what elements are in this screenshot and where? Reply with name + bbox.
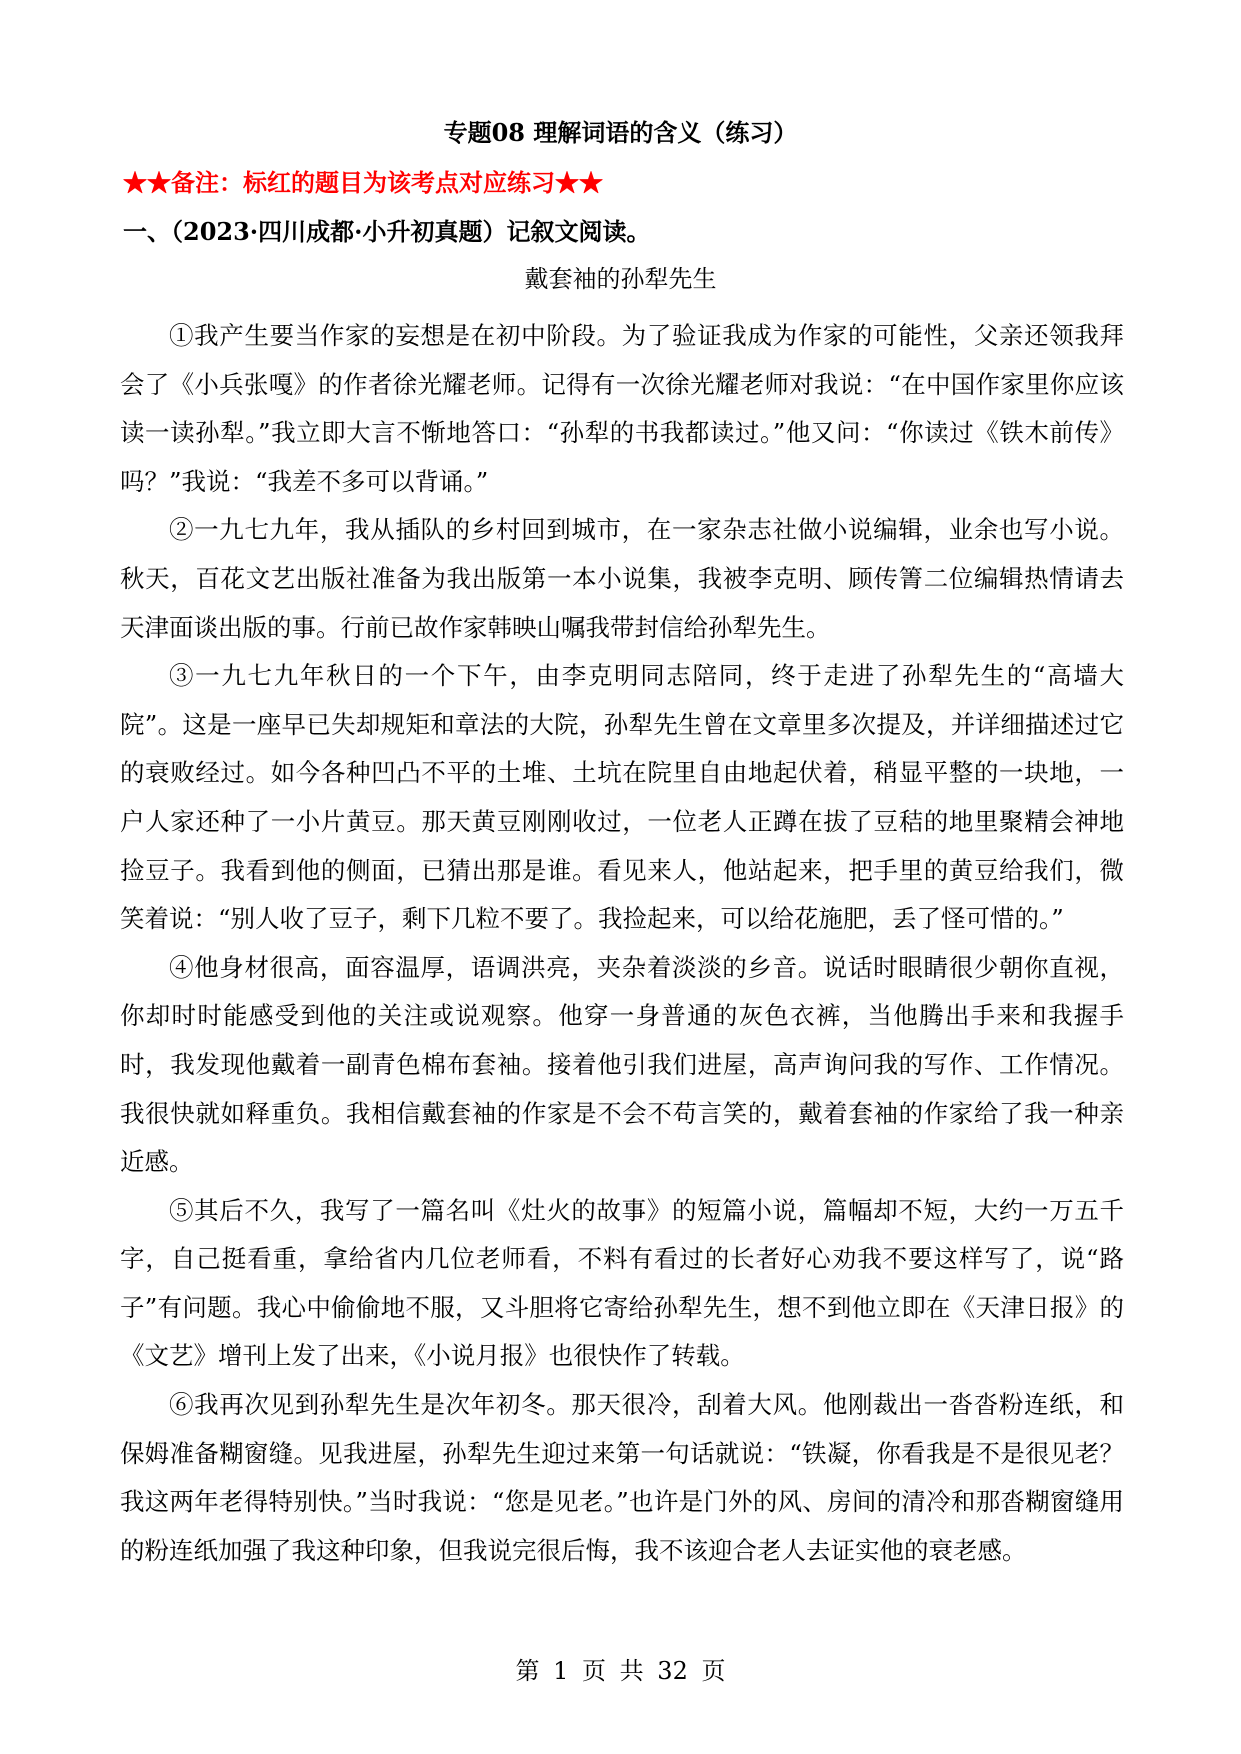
paragraph-5: ⑤其后不久，我写了一篇名叫《灶火的故事》的短篇小说，篇幅却不短，大约一万五千字，自己挺看重，拿给省内几位老师看，不料有看过的长者好心劝我不要这样写了，说“路子”有问题。我心中偷偷地不服，又斗胆将它寄给孙犁先生，想不到他立即在《天津日报》的《文艺》增刊上发了出来，《小说月报》也很快作了转载。 — [120, 1195, 1124, 1371]
paragraph-1: ①我产生要当作家的妄想是在初中阶段。为了验证我成为作家的可能性，父亲还领我拜会了《小兵张嘎》的作者徐光耀老师。记得有一次徐光耀老师对我说：“在中国作家里你应该读一读孙犁。”我立即大言不惭地答口：“孙犁的书我都读过。”他又问：“你读过《铁木前传》吗？”我说：“我差不多可以背诵。” — [120, 321, 1124, 496]
article-title: 戴套袖的孙犁先生 — [524, 265, 717, 293]
paragraph-2: ②一九七九年，我从插队的乡村回到城市，在一家杂志社做小说编辑，业余也写小说。秋天，百花文艺出版社准备为我出版第一本小说集，我被李克明、顾传箐二位编辑热情请去天津面谈出版的事。行前已故作家韩映山嘱我带封信给孙犁先生。 — [120, 515, 1124, 642]
paragraph-3: ③一九七九年秋日的一个下午，由李克明同志陪同，终于走进了孙犁先生的“高墙大院”。这是一座早已失却规矩和章法的大院，孙犁先生曾在文章里多次提及，并详细描述过它的衰败经过。如今各种凹凸不平的土堆、土坑在院里自由地起伏着，稍显平整的一块地，一户人家还种了一小片黄豆。那天黄豆刚刚收过，一位老人正蹲在拔了豆秸的地里聚精会神地捡豆子。我看到他的侧面，已猜出那是谁。看见来人，他站起来，把手里的黄豆给我们，微笑着说：“别人收了豆子，剩下几粒不要了。我捡起来，可以给花施肥，丢了怪可惜的。” — [120, 661, 1124, 934]
paragraph-4: ④他身材很高，面容温厚，语调洪亮，夹杂着淡淡的乡音。说话时眼睛很少朝你直视，你却时时能感受到他的关注或说观察。他穿一身普通的灰色衣裤，当他腾出手来和我握手时，我发现他戴着一副青色棉布套袖。接着他引我们进屋，高声询问我的写作、工作情况。我很快就如释重负。我相信戴套袖的作家是不会不苟言笑的，戴着套袖的作家给了我一种亲近感。 — [120, 952, 1124, 1177]
section-heading: 一、（2023·四川成都·小升初真题）记叙文阅读。 — [123, 217, 651, 246]
paragraph-6: ⑥我再次见到孙犁先生是次年初冬。那天很冷，刮着大风。他刚裁出一沓沓粉连纸，和保姆准备糊窗缝。见我进屋，孙犁先生迎过来第一句话就说：“铁凝，你看我是不是很见老？我这两年老得特别快。”当时我说：“您是见老。”也许是门外的风、房间的清冷和那沓糊窗缝用的粉连纸加强了我这种印象，但我说完很后悔，我不该迎合老人去证实他的衰老感。 — [120, 1390, 1124, 1565]
page-footer: 第 1 页 共 32 页 — [515, 1657, 726, 1685]
red-note: ★★备注：标红的题目为该考点对应练习★★ — [123, 168, 603, 197]
article-body — [120, 312, 1124, 1575]
document-title: 专题08 理解词语的含义（练习） — [443, 118, 798, 147]
